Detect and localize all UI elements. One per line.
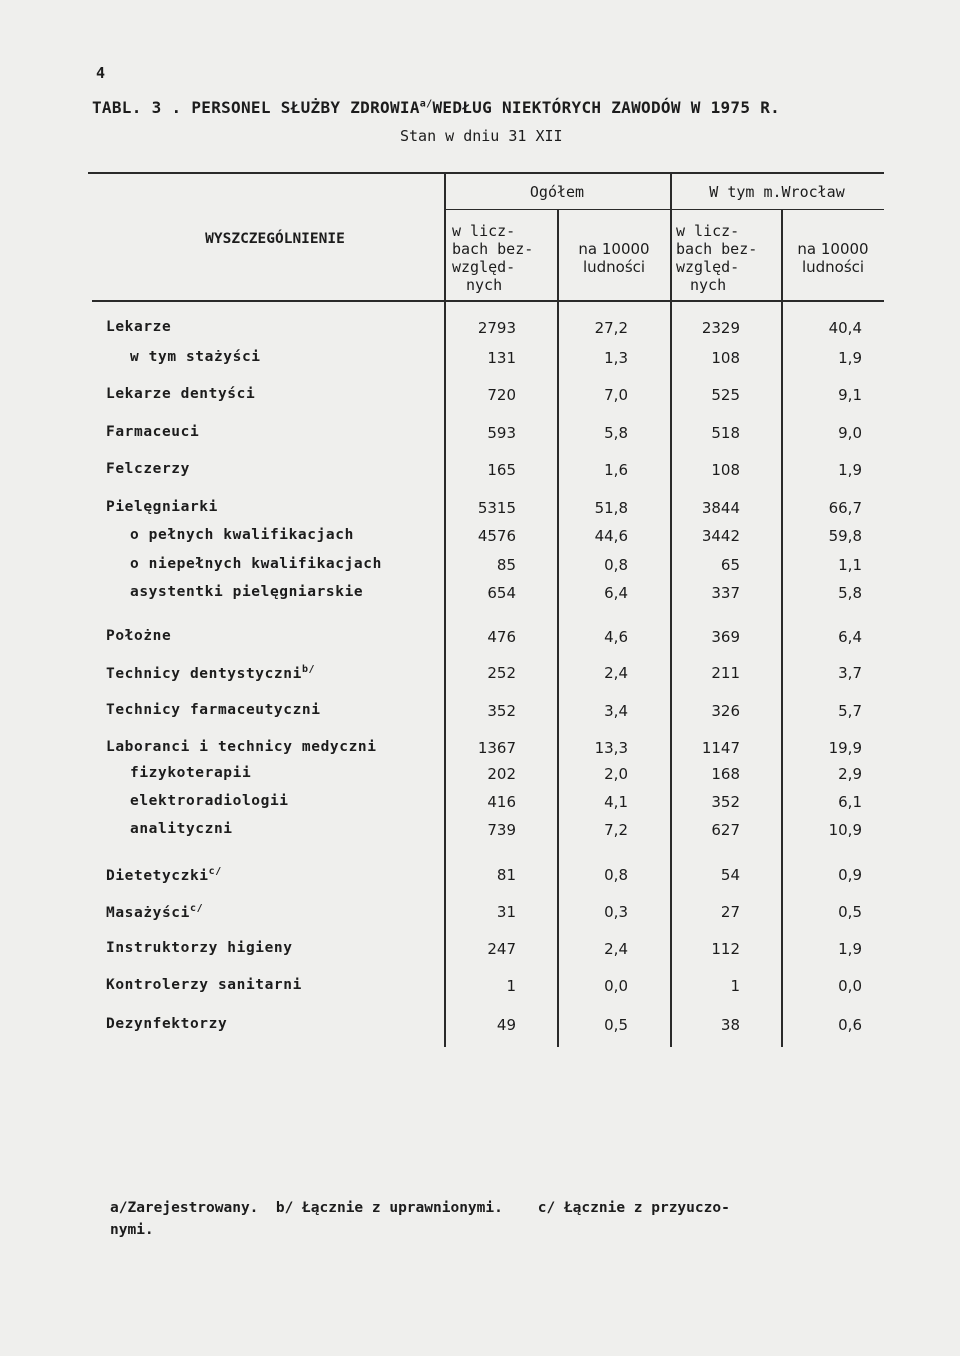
header-abs-line: bach bez-	[452, 240, 534, 258]
row-label-text: Kontrolerzy sanitarni	[106, 977, 302, 993]
cell-value: 44,6	[594, 527, 628, 545]
cell-value: 27	[720, 903, 740, 921]
cell-value: 0,0	[604, 977, 628, 995]
group-divider-rule	[444, 209, 884, 210]
header-rate-total	[558, 240, 670, 276]
row-label	[106, 424, 199, 440]
cell-value: 10,9	[828, 821, 862, 839]
cell-value: 0,0	[838, 977, 862, 995]
header-bottom-rule	[92, 300, 884, 302]
cell-value: 0,8	[604, 866, 628, 884]
cell-value: 0,8	[604, 556, 628, 574]
header-rate-line: na 10000	[578, 240, 650, 258]
cell-value: 6,4	[604, 584, 628, 602]
header-abs-line: w licz-	[452, 222, 516, 240]
cell-value: 2329	[701, 319, 740, 337]
header-abs-line: bach bez-	[676, 240, 758, 258]
row-label	[130, 527, 354, 543]
row-label	[106, 1016, 227, 1032]
row-label-text: Technicy dentystyczni	[106, 665, 302, 682]
cell-value: 739	[487, 821, 516, 839]
page-number: 4	[96, 64, 106, 82]
title-suffix: WEDŁUG NIEKTÓRYCH ZAWODÓW W 1975 R.	[432, 98, 781, 117]
header-abs-line: względ-	[676, 258, 740, 276]
row-label	[106, 903, 203, 921]
row-label-text: asystentki pielęgniarskie	[130, 584, 364, 600]
cell-value: 1367	[477, 739, 516, 757]
cell-value: 168	[711, 765, 740, 783]
cell-value: 3844	[701, 499, 740, 517]
cell-value: 5,8	[838, 584, 862, 602]
row-label-text: Dietetyczki	[106, 867, 209, 884]
cell-value: 0,6	[838, 1016, 862, 1034]
cell-value: 518	[711, 424, 740, 442]
cell-value: 326	[711, 702, 740, 720]
cell-value: 5,8	[604, 424, 628, 442]
row-label	[106, 386, 255, 402]
cell-value: 1,9	[838, 940, 862, 958]
row-label	[106, 319, 171, 335]
header-abs-wroclaw	[672, 222, 782, 294]
cell-value: 476	[487, 628, 516, 646]
row-label-text: o niepełnych kwalifikacjach	[130, 556, 382, 572]
cell-value: 352	[487, 702, 516, 720]
header-group-total: Ogółem	[529, 183, 585, 201]
row-label-text: Lekarze dentyści	[106, 386, 256, 402]
cell-value: 85	[496, 556, 516, 574]
cell-value: 6,4	[838, 628, 862, 646]
cell-value: 2,4	[604, 664, 628, 682]
header-abs-line: w licz-	[676, 222, 740, 240]
cell-value: 525	[711, 386, 740, 404]
cell-value: 4,6	[604, 628, 628, 646]
cell-value: 369	[711, 628, 740, 646]
row-label	[106, 499, 218, 515]
cell-value: 3,7	[838, 664, 862, 682]
row-label	[106, 977, 302, 993]
cell-value: 19,9	[828, 739, 862, 757]
row-label	[106, 628, 171, 644]
header-abs-line: nych	[690, 276, 727, 294]
cell-value: 7,2	[604, 821, 628, 839]
cell-value: 1,9	[838, 461, 862, 479]
cell-value: 13,3	[594, 739, 628, 757]
cell-value: 0,5	[604, 1016, 628, 1034]
cell-value: 51,8	[594, 499, 628, 517]
cell-value: 81	[496, 866, 516, 884]
row-label-text: Dezynfektorzy	[106, 1016, 228, 1032]
cell-value: 654	[487, 584, 516, 602]
header-group-wroclaw: W tym m.Wrocław	[709, 183, 845, 201]
header-rate-wroclaw	[782, 240, 884, 276]
header-rate-line: ludności	[582, 258, 646, 276]
footnotes	[110, 1197, 910, 1241]
row-label	[106, 866, 222, 884]
row-label-text: Instruktorzy higieny	[106, 940, 293, 956]
cell-value: 1,6	[604, 461, 628, 479]
cell-value: 0,5	[838, 903, 862, 921]
header-abs-line: nych	[466, 276, 503, 294]
row-footnote-mark: b/	[301, 664, 316, 675]
cell-value: 352	[711, 793, 740, 811]
row-label-text: Laboranci i technicy medyczni	[106, 739, 377, 755]
header-abs-line: względ-	[452, 258, 516, 276]
footnote-line: nymi.	[110, 1222, 154, 1238]
cell-value: 2,0	[604, 765, 628, 783]
cell-value: 593	[487, 424, 516, 442]
cell-value: 720	[487, 386, 516, 404]
cell-value: 38	[720, 1016, 740, 1034]
row-label	[130, 556, 382, 572]
cell-value: 247	[487, 940, 516, 958]
cell-value: 3,4	[604, 702, 628, 720]
cell-value: 202	[487, 765, 516, 783]
cell-value: 5,7	[838, 702, 862, 720]
row-label-text: w tym stażyści	[130, 349, 261, 365]
row-label	[130, 765, 251, 781]
cell-value: 1147	[701, 739, 740, 757]
row-label	[130, 793, 289, 809]
title-prefix: TABL. 3 . PERSONEL SŁUŻBY ZDROWIA	[92, 98, 420, 117]
row-label	[130, 349, 261, 365]
cell-value: 1	[506, 977, 516, 995]
row-label-text: o pełnych kwalifikacjach	[130, 527, 354, 543]
cell-value: 40,4	[828, 319, 862, 337]
row-label-text: Masażyści	[106, 904, 190, 921]
cell-value: 165	[487, 461, 516, 479]
row-footnote-mark: c/	[208, 866, 222, 877]
row-label	[106, 702, 321, 718]
cell-value: 2,9	[838, 765, 862, 783]
row-label-text: Farmaceuci	[106, 424, 200, 440]
cell-value: 2793	[477, 319, 516, 337]
cell-value: 416	[487, 793, 516, 811]
cell-value: 108	[711, 349, 740, 367]
cell-value: 9,1	[838, 386, 862, 404]
header-rate-line: ludności	[801, 258, 865, 276]
cell-value: 27,2	[594, 319, 628, 337]
row-label-text: analityczni	[130, 821, 233, 837]
title-footnote-mark: a/	[419, 98, 433, 110]
cell-value: 66,7	[828, 499, 862, 517]
cell-value: 0,3	[604, 903, 628, 921]
cell-value: 54	[720, 866, 740, 884]
cell-value: 1,1	[838, 556, 862, 574]
cell-value: 0,9	[838, 866, 862, 884]
cell-value: 1,9	[838, 349, 862, 367]
header-abs-total	[446, 222, 558, 294]
cell-value: 252	[487, 664, 516, 682]
cell-value: 3442	[701, 527, 740, 545]
cell-value: 1,3	[604, 349, 628, 367]
table-subtitle: Stan w dniu 31 XII	[400, 127, 563, 145]
cell-value: 112	[711, 940, 740, 958]
row-label	[106, 940, 293, 956]
cell-value: 4,1	[604, 793, 628, 811]
footnote-line: a/Zarejestrowany. b/ Łącznie z uprawnionymi. c/ Łącznie z przyuczo-	[110, 1200, 730, 1216]
row-label-text: Położne	[106, 628, 172, 644]
row-label	[130, 584, 363, 600]
cell-value: 337	[711, 584, 740, 602]
cell-value: 49	[496, 1016, 516, 1034]
row-label-text: Technicy farmaceutyczni	[106, 702, 321, 718]
row-label-text: elektroradiologii	[130, 793, 289, 809]
cell-value: 131	[487, 349, 516, 367]
row-label	[130, 821, 233, 837]
cell-value: 1	[730, 977, 740, 995]
cell-value: 108	[711, 461, 740, 479]
cell-value: 6,1	[838, 793, 862, 811]
row-label-text: Pielęgniarki	[106, 499, 218, 515]
cell-value: 59,8	[828, 527, 862, 545]
cell-value: 31	[496, 903, 516, 921]
header-stub: WYSZCZEGÓLNIENIE	[205, 231, 345, 247]
cell-value: 4576	[477, 527, 516, 545]
header-rate-line: na 10000	[797, 240, 869, 258]
header-top-rule	[88, 172, 884, 174]
cell-value: 9,0	[838, 424, 862, 442]
row-label	[106, 664, 315, 682]
cell-value: 5315	[477, 499, 516, 517]
cell-value: 211	[711, 664, 740, 682]
cell-value: 65	[720, 556, 740, 574]
cell-value: 7,0	[604, 386, 628, 404]
row-label	[106, 461, 190, 477]
row-label-text: Lekarze	[106, 319, 172, 335]
row-footnote-mark: c/	[189, 903, 204, 914]
row-label-text: Felczerzy	[106, 461, 190, 477]
row-label	[106, 739, 377, 755]
cell-value: 627	[711, 821, 740, 839]
table-title	[92, 98, 780, 117]
cell-value: 2,4	[604, 940, 628, 958]
row-label-text: fizykoterapii	[130, 765, 252, 781]
